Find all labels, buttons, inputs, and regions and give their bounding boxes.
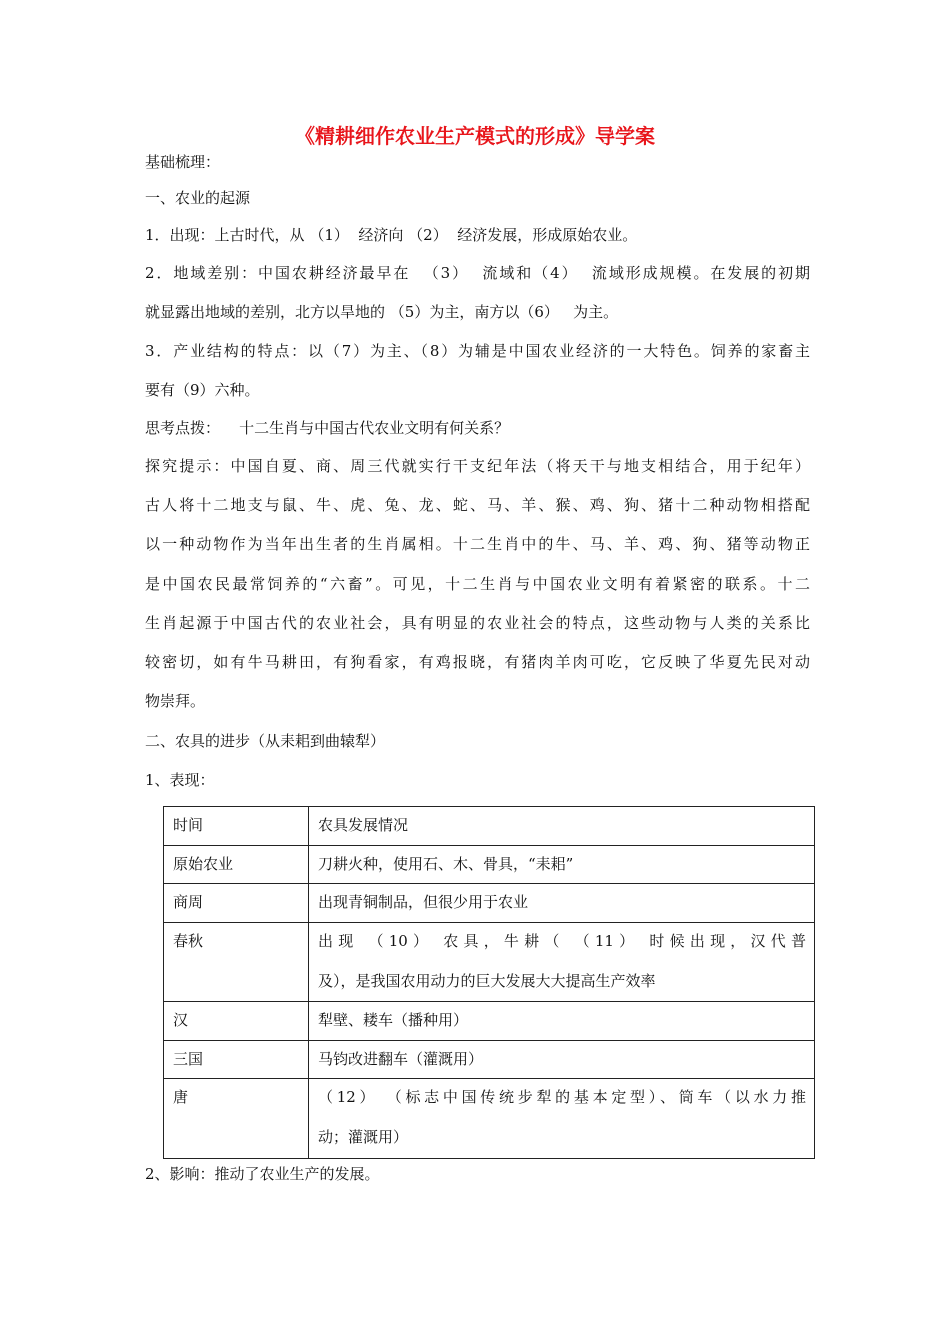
explore-line: 生肖起源于中国古代的农业社会，具有明显的农业社会的特点，这些动物与人类的关系比 <box>145 614 810 632</box>
table-row <box>164 1079 815 1159</box>
table-cell <box>309 884 815 923</box>
tools-text: 犁壁、耧车（播种用） <box>318 1011 469 1029</box>
table-header-cell <box>309 807 815 846</box>
header-tools: 农具发展情况 <box>318 816 409 834</box>
item3-line2: 要有（9）六种。 <box>145 381 260 399</box>
tools-text: 动；灌溉用） <box>318 1128 409 1146</box>
explore-line: 以一种动物作为当年出生者的生肖属相。十二生肖中的牛、马、羊、鸡、狗、猪等动物正 <box>145 535 810 553</box>
explore-line: 是中国农民最常饲养的“六畜”。可见，十二生肖与中国农业文明有着紧密的联系。十二 <box>145 575 810 593</box>
tools-text: 及），是我国农用动力的巨大发展大大提高生产效率 <box>318 972 656 990</box>
table-header-cell <box>164 807 309 846</box>
sub1-label: 1、表现： <box>145 771 215 789</box>
table-cell <box>309 1041 815 1079</box>
era-label: 三国 <box>173 1050 204 1068</box>
table-row <box>164 846 815 884</box>
era-label: 商周 <box>173 893 204 911</box>
tools-text: 马钧改进翻车（灌溉用） <box>318 1050 484 1068</box>
table-cell <box>309 846 815 884</box>
table-row <box>164 884 815 923</box>
tools-text: 刀耕火种，使用石、木、骨具，“耒耜” <box>318 855 574 873</box>
table-cell <box>164 846 309 884</box>
tools-text: （12） （标志中国传统步犁的基本定型）、筒车（以水力推 <box>318 1088 806 1106</box>
table-row <box>164 923 815 1002</box>
table-cell <box>164 1079 309 1159</box>
explore-line: 较密切，如有牛马耕田，有狗看家，有鸡报晓，有猪肉羊肉可吃，它反映了华夏先民对动 <box>145 653 810 671</box>
sub2-impact: 2、影响：推动了农业生产的发展。 <box>145 1165 380 1183</box>
tools-table <box>163 806 815 1159</box>
header-era: 时间 <box>173 816 204 834</box>
table-header-row <box>164 807 815 846</box>
section2-title: 二、农具的进步（从耒耜到曲辕犁） <box>145 732 386 750</box>
table-cell <box>164 1041 309 1079</box>
item3-line1: 3．产业结构的特点：以（7）为主、（8）为辅是中国农业经济的一大特色。饲养的家畜主 <box>145 342 810 360</box>
table-cell <box>164 884 309 923</box>
era-label: 汉 <box>173 1011 189 1029</box>
era-label: 春秋 <box>173 932 204 950</box>
table-cell <box>309 1079 815 1159</box>
think-prompt: 思考点拨： 十二生肖与中国古代农业文明有何关系？ <box>145 419 510 437</box>
table-row <box>164 1002 815 1041</box>
item2-line2: 就显露出地域的差别，北方以旱地的 （5）为主，南方以（6） 为主。 <box>145 303 619 321</box>
explore-line: 探究提示：中国自夏、商、周三代就实行干支纪年法（将天干与地支相结合，用于纪年） <box>145 457 810 475</box>
table-cell <box>164 923 309 1002</box>
page-title: 《精耕细作农业生产模式的形成》导学案 <box>295 124 655 148</box>
heading-basic: 基础梳理： <box>145 153 221 171</box>
section1-title: 一、农业的起源 <box>145 189 251 207</box>
explore-line: 物崇拜。 <box>145 692 206 710</box>
explore-line: 古人将十二地支与鼠、牛、虎、兔、龙、蛇、马、羊、猴、鸡、狗、猪十二种动物相搭配 <box>145 496 810 514</box>
item1: 1．出现：上古时代，从 （1） 经济向 （2） 经济发展，形成原始农业。 <box>145 226 638 244</box>
table-cell <box>309 1002 815 1041</box>
table-cell <box>309 923 815 1002</box>
era-label: 唐 <box>173 1088 189 1106</box>
item2-line1: 2．地域差别：中国农耕经济最早在 （3） 流域和（4） 流域形成规模。在发展的初期 <box>145 264 810 282</box>
table-row <box>164 1041 815 1079</box>
tools-text: 出现青铜制品，但很少用于农业 <box>318 893 529 911</box>
table-cell <box>164 1002 309 1041</box>
tools-text: 出现 （10） 农具，牛耕（ （11） 时候出现，汉代普 <box>318 932 806 950</box>
era-label: 原始农业 <box>173 855 234 873</box>
